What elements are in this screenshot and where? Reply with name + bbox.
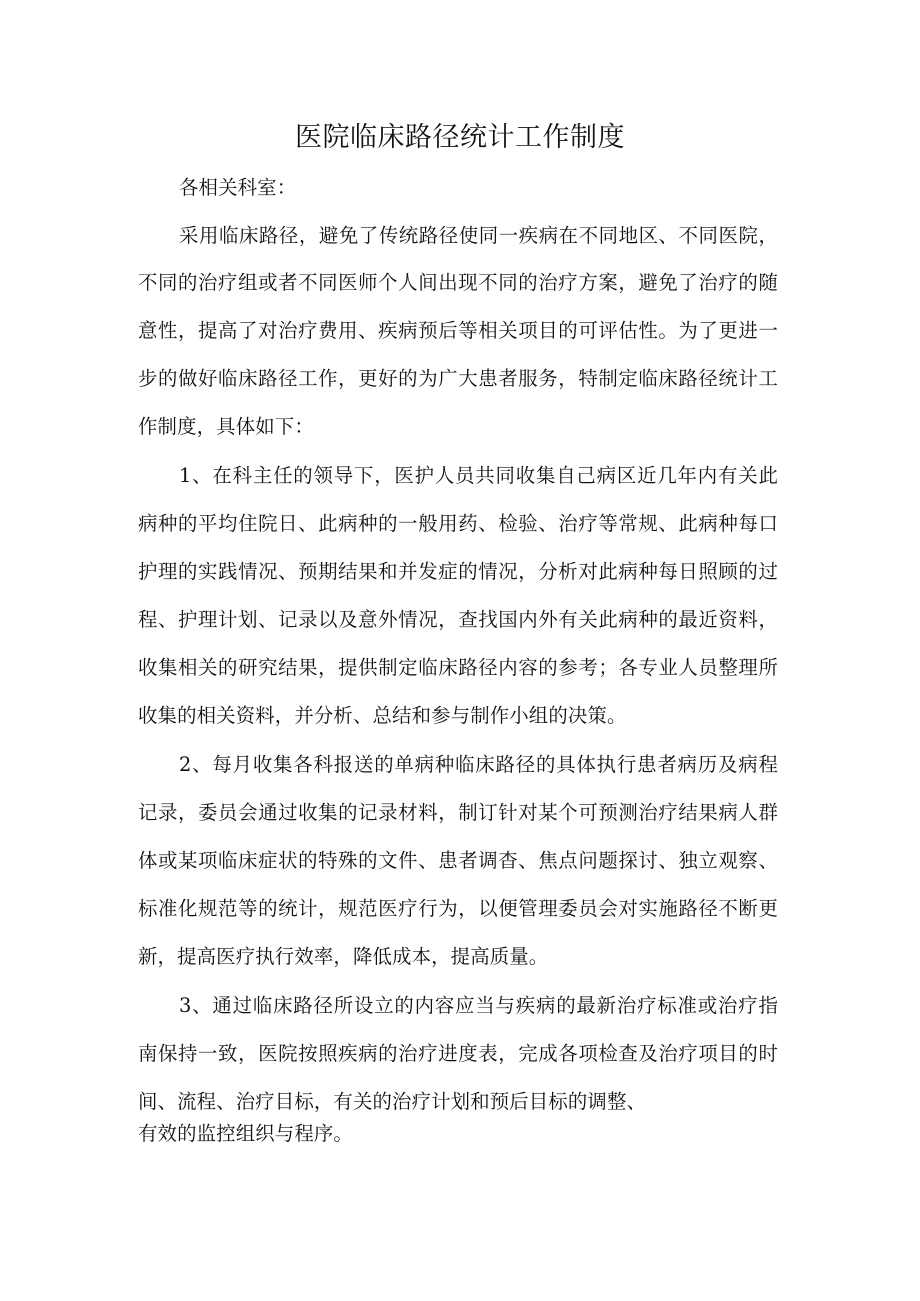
paragraph-line: 程、护理计划、记录以及意外情况，查找国内外有关此病种的最近资料， [138, 608, 778, 631]
paragraph-line: 步的做好临床路径工作，更好的为广大患者服务，特制定临床路径统计工 [138, 367, 778, 390]
paragraph-line: 新，提高医疗执行效率，降低成本，提高质量。 [138, 945, 549, 968]
paragraph-line: 2、每月收集各科报送的单病种临床路径的具体执行患者病历及病程 [179, 753, 778, 776]
paragraph-line: 记录，委员会通过收集的记录材料，制订针对某个可预测治疗结果病人群 [138, 801, 778, 824]
paragraph-line: 采用临床路径，避免了传统路径使同一疾病在不同地区、不同医院， [179, 224, 778, 247]
paragraph-line: 南保持一致，医院按照疾病的治疗进度表，完成各项检查及治疗项目的时 [138, 1042, 778, 1065]
paragraph-line: 作制度，具体如下： [138, 415, 314, 438]
paragraph-line: 有效的监控组织与程序。 [138, 1122, 353, 1145]
document-title: 医院临床路径统计工作制度 [295, 122, 625, 153]
paragraph-line: 1、在科主任的领导下，医护人员共同收集自己病区近几年内有关此 [179, 464, 778, 487]
paragraph-line: 间、流程、治疗目标，有关的治疗计划和预后目标的调整、 [138, 1090, 647, 1113]
paragraph-line: 护理的实践情况、预期结果和并发症的情况，分析对此病种每日照顾的过 [138, 560, 778, 583]
salutation: 各相关科室： [179, 176, 297, 199]
paragraph-line: 标准化规范等的统计，规范医疗行为，以便管理委员会对实施路径不断更 [138, 897, 778, 920]
paragraph-line: 体或某项临床症状的特殊的文件、患者调杳、焦点问题探讨、独立观察、 [138, 849, 778, 872]
paragraph-line: 收集的相关资料，并分析、总结和参与制作小组的决策。 [138, 704, 627, 727]
paragraph-line: 收集相关的研究结果，提供制定临床路径内容的参考；各专业人员整理所 [138, 656, 778, 679]
paragraph-line: 意性，提高了对治疗费用、疾病预后等相关项目的可评估性。为了更进一 [138, 319, 778, 342]
paragraph-line: 3、通过临床路径所设立的内容应当与疾病的最新治疗标准或治疗指 [179, 994, 778, 1017]
paragraph-line: 病种的平均住院日、此病种的一般用药、检验、治疗等常规、此病种每口 [138, 512, 778, 535]
paragraph-line: 不同的治疗组或者不同医师个人间出现不同的治疗方案，避免了治疗的随 [138, 271, 778, 294]
